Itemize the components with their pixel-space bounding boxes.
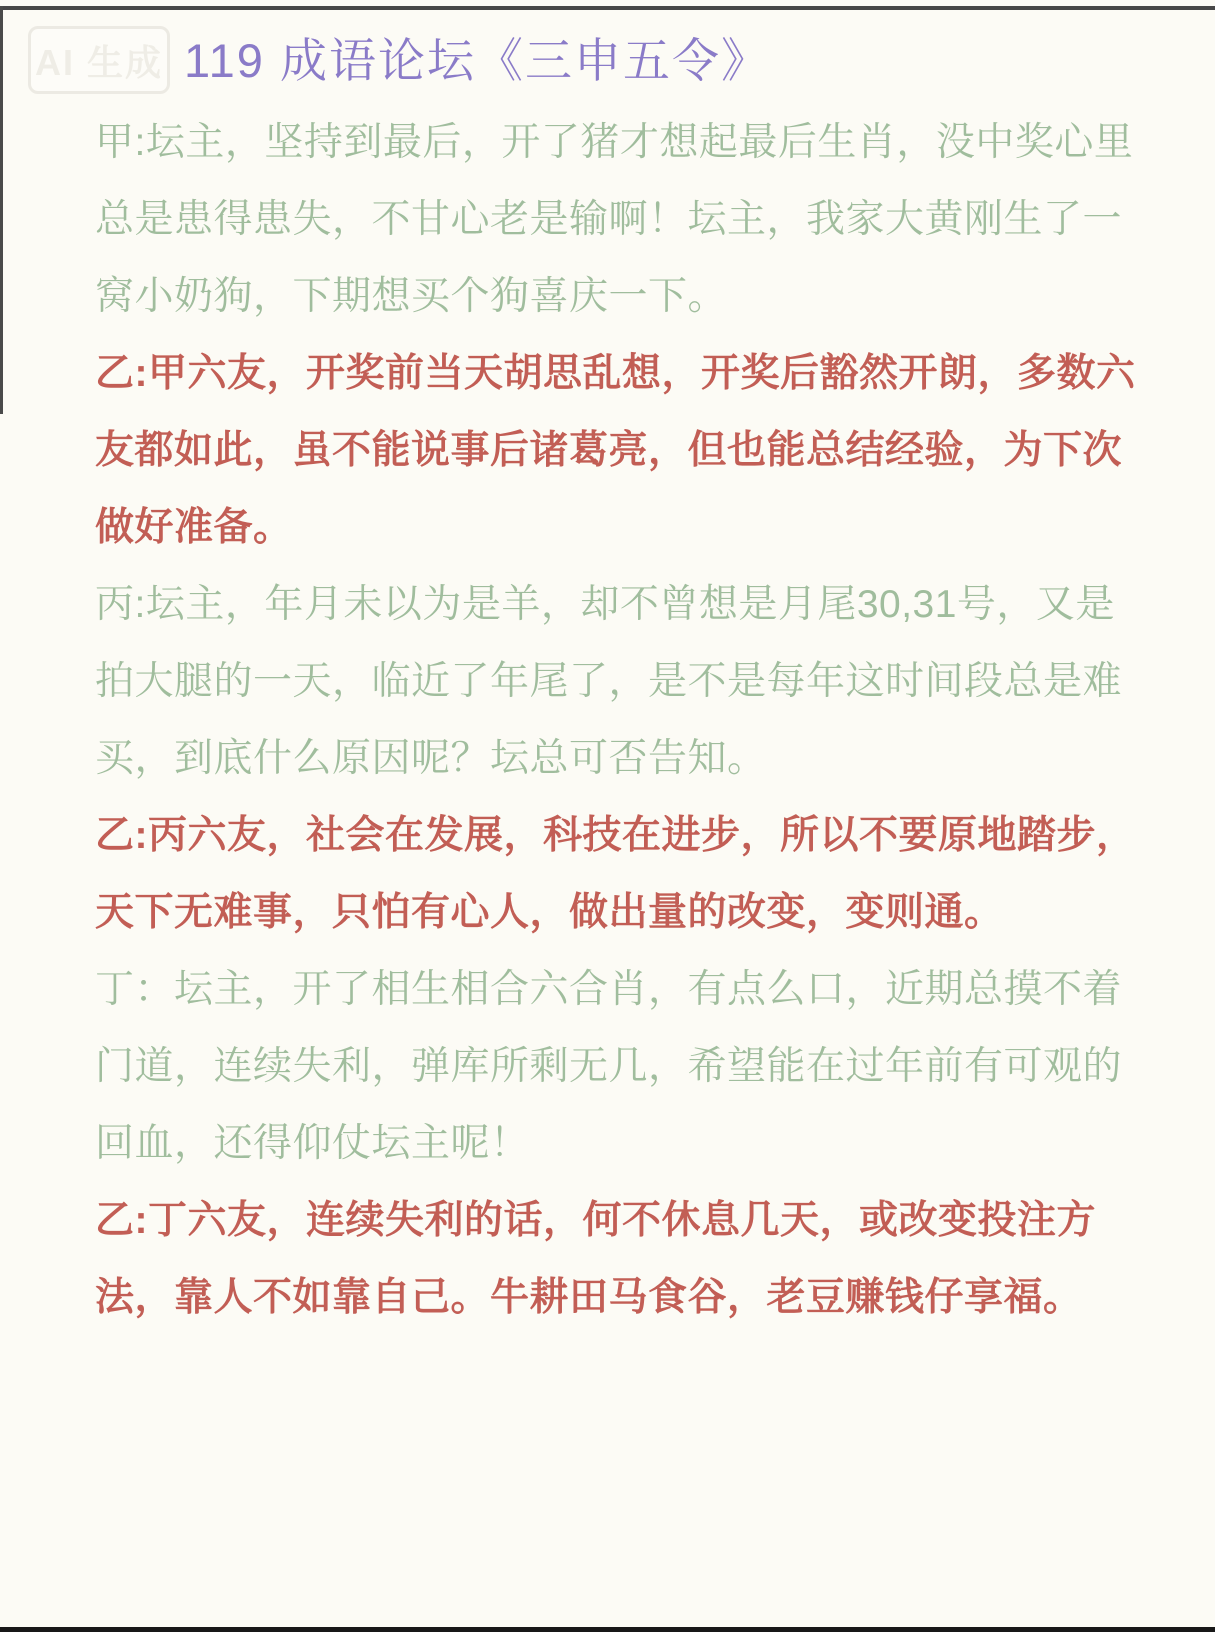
dialogue-line: 法，靠人不如靠自己。牛耕田马食谷，老豆赚钱仔享福。 — [95, 1276, 1083, 1319]
left-edge-line — [0, 6, 3, 414]
dialogue-content — [95, 104, 1136, 1336]
ai-generated-badge — [28, 26, 170, 94]
bottom-edge-line — [0, 1627, 1215, 1632]
dialogue-line: 甲:坛主，坚持到最后，开了猪才想起最后生肖，没中奖心里 — [95, 121, 1134, 164]
dialogue-line: 天下无难事，只怕有心人，做出量的改变，变则通。 — [95, 891, 1004, 934]
dialogue-line: 乙:丁六友，连续失利的话，何不休息几天，或改变投注方 — [95, 1199, 1096, 1242]
page-title: 119 成语论坛《三申五令》 — [184, 34, 770, 87]
dialogue-line: 友都如此，虽不能说事后诸葛亮，但也能总结经验，为下次 — [95, 429, 1123, 472]
dialogue-line: 做好准备。 — [95, 506, 293, 549]
dialogue-line: 买，到底什么原因呢？坛总可否告知。 — [95, 737, 767, 780]
dialogue-line: 拍大腿的一天，临近了年尾了，是不是每年这时间段总是难 — [95, 660, 1123, 703]
dialogue-line: 丁：坛主，开了相生相合六合肖，有点么口，近期总摸不着 — [95, 968, 1123, 1011]
top-edge-line — [0, 6, 1215, 10]
dialogue-line: 乙:丙六友，社会在发展，科技在进步，所以不要原地踏步， — [95, 814, 1136, 857]
dialogue-line: 总是患得患失，不甘心老是输啊！坛主，我家大黄刚生了一 — [95, 198, 1123, 241]
dialogue-line: 窝小奶狗，下期想买个狗喜庆一下。 — [95, 275, 728, 318]
dialogue-line: 乙:甲六友，开奖前当天胡思乱想，开奖后豁然开朗，多数六 — [95, 352, 1136, 395]
ai-generated-badge-label: AI 生成 — [34, 41, 163, 83]
dialogue-line: 回血，还得仰仗坛主呢！ — [95, 1122, 530, 1165]
dialogue-line: 丙:坛主，年月未以为是羊，却不曾想是月尾30,31号，又是 — [95, 583, 1115, 626]
dialogue-line: 门道，连续失利，弹库所剩无几，希望能在过年前有可观的 — [95, 1045, 1123, 1088]
